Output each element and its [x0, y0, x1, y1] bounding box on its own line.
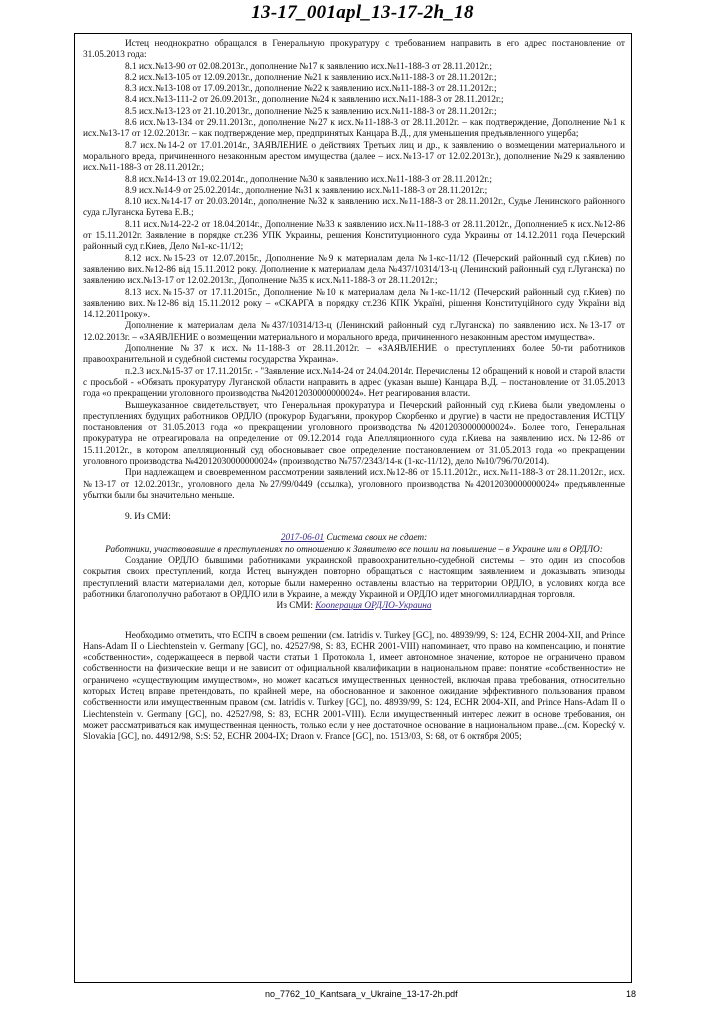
paragraph-list — [83, 39, 625, 502]
body-paragraph: Дополнение к материалам дела №437/10314/13-ц (Ленинский районный суд г.Луганска) по заявлению исх.№13-17 от 12.02.2013г. – «ЗАЯВЛЕНИЕ о возмещении материального и морального вреда, причиненного незаконным арестом имущества». — [83, 321, 625, 343]
body-paragraph: 8.7 исх.№14-2 от 17.01.2014г., ЗАЯВЛЕНИЕ о действиях Третьих лиц и др., к заявлению о возмещении материального и морального вреда, причиненного незаконным арестом имущества (далее – исх.№13-17 от 12.02.2013г.), дополнение №29 к заявлению исх.№11-188-3 от 28.11.2012г.; — [83, 140, 625, 174]
footer-page-number: 18 — [626, 989, 637, 999]
body-paragraph: 8.11 исх.№14-22-2 от 18.04.2014г., Дополнение №33 к заявлению исх.№11-188-3 от 28.11.2012г., Дополнение5 к исх.№12-86 от 15.11.2012г. Заявление в порядке ст.236 УПК Украины, решения Конституционного суда Украины от 14.12.2011 года Печерский районный суд г.Киев, Дело №1-кс-11/12; — [83, 219, 625, 253]
body-paragraph: 8.5 исх.№13-123 от 21.10.2013г., дополнение №25 к заявлению исх.№11-188-3 от 28.11.2012г.; — [125, 106, 497, 117]
smi-source-prefix: Из СМИ: — [276, 601, 313, 612]
body-paragraph: 8.9 исх.№14-9 от 25.02.2014г., дополнение №31 к заявлению исх.№11-188-3 от 28.11.2012г.; — [125, 185, 488, 196]
smi-date-link[interactable]: 2017-06-01 — [280, 533, 325, 544]
body-paragraph: Вышеуказанное свидетельствует, что Генеральная прокуратура и Печерский районный суд г.Киева были уведомлены о преступлениях будущих работников ОРДЛО (прокурор Будагъяни, прокурор Скорбенко и другие) в части не предоставления ИСТЦУ постановления от 31.05.2013 года «о прекращении уголовного производства №42012030000000024». Более того, Генеральная прокуратура не отреагировала на определение от 09.12.2014 года Апелляционного суда г.Киева на заявлению исх.№12-86 от 15.11.2012г., в котором апелляционный суд обосновывает свое определение постановлением от 31.05.2013 года «о прекращении уголовного производства №42012030000000024» (производство №757/2343/14-к (1-кс-11/12), дело №10/796/70/2014). — [83, 400, 625, 467]
body-paragraph: 8.10 исх.№14-17 от 20.03.2014г., дополнение №32 к заявлению исх.№11-188-3 от 28.11.2012г., Судье Ленинского районного суда г.Луганска Бутева Е.В.; — [83, 197, 625, 219]
body-paragraph: 8.4 исх.№13-111-2 от 26.09.2013г., дополнение №24 к заявлению исх.№11-188-3 от 28.11.2012г.; — [125, 95, 504, 106]
body-paragraph: При надлежащем и своевременном рассмотрении заявлений исх.№12-86 от 15.11.2012г., исх.№11-188-3 от 28.11.2012г., исх.№13-17 от 12.02.2013г., уголовного дела №27/99/0449 (ссылка), уголовного производства №42012030000000024» предъявленные убытки были бы значительно меньше. — [83, 468, 625, 501]
smi-heading: 9. Из СМИ: — [125, 512, 171, 523]
footer-filename: no_7762_10_Kantsara_v_Ukraine_13-17-2h.pdf — [265, 989, 458, 999]
body-paragraph: Истец неоднократно обращался в Генеральную прокуратуру с требованием направить в его адрес постановление от 31.05.2013 года: — [83, 39, 625, 61]
page-content — [75, 34, 631, 744]
smi-body: Создание ОРДЛО бывшими работниками украинской правоохранительно-судебной системы – это один из способов сокрытия своих преступлений, когда Истец вынужден повторно обращаться с настоящим заявлением и доказывать эпизоды преступлений власти материалами дел, которые были намеренно оставлены властью на территории ОРДЛО, в условиях когда все работники благополучно работают в ОРДЛО или в Украине, а между Украиной и ОРДЛО идет многомиллиардная торговля. — [83, 556, 625, 600]
body-paragraph: 8.2 исх.№13-105 от 12.09.2013г., дополнение №21 к заявлению исх.№11-188-3 от 28.11.2012г.; — [125, 72, 497, 83]
body-paragraph: 8.1 исх.№13-90 от 02.08.2013г., дополнение №17 к заявлению исх.№11-188-3 от 28.11.2012г.; — [125, 61, 492, 72]
smi-source-link[interactable]: Кооперация ОРДЛО-Украина — [315, 601, 432, 612]
smi-subheadline: Работники, участвовавшие в преступлениях по отношению к Заявителю все пошли на повышение – в Украине или в ОРДЛО: — [105, 544, 603, 555]
document-title: 13-17_001apl_13-17-2h_18 — [251, 2, 474, 23]
body-paragraph: 8.12 исх.№15-23 от 12.07.2015г., Дополнение №9 к материалам дела №1-кс-11/12 (Печерский районный суд г.Киев) по заявлению вих.№12-86 від 15.11.2012 року. Дополнение к материалам дела №437/10314/13-ц (Ленинский районный суд г.Луганска) по заявлению исх.№13-17 от 12.02.2013г., Дополнение №35 к исх.№11-188-3 от 28.11.2012г.; — [83, 253, 625, 287]
body-paragraph: 8.8 исх.№14-13 от 19.02.2014г., дополнение №30 к заявлению исх.№11-188-3 от 28.11.2012г.; — [125, 174, 492, 185]
page-frame — [74, 33, 632, 983]
body-paragraph: 8.13 исх.№15-37 от 17.11.2015г., Дополнение №10 к материалам дела №1-кс-11/12 (Печерский районный суд г.Киев) по заявлению вих.№12-86 від 15.11.2012 року – «СКАРГА в порядку ст.236 КПК Україні, рішення Конституційного суду України від 14.12.2011року». — [83, 287, 625, 321]
body-paragraph: п.2.3 исх.№15-37 от 17.11.2015г. - "Заявление исх.№14-24 от 24.04.2014г. Перечислены 12 обращений к новой и старой власти с просьбой - «Обязать прокуратуру Луганской области направить в адрес (указан выше) Канцара В.Д. – постановление от 31.05.2013 года «о прекращении уголовного производства №42012030000000024». Нет реагирования власти. — [83, 366, 625, 400]
smi-source-line — [83, 601, 625, 612]
final-paragraph: Необходимо отметить, что ЕСПЧ в своем решении (см. Iatridis v. Turkey [GC], no. 48939/99, S: 124, ECHR 2004-XII, and Prince Hans-Adam II o Liechtenstein v. Germany [GC], no. 42527/98, S: 83, ECHR 2001-VIII) напоминает, что право на компенсацию, и понятие «собственности», содержащееся в первой части статьи 1 Протокола 1, имеет автономное значение, которое не ограничено правом собственности на физические вещи и не зависит от официальной квалификации в национальном праве: понятие «собственности» не ограничено «существующим имуществом», но может касаться имущественных ценностей, включая права требования, относительно которых Истец вправе претендовать, по крайней мере, на обоснованное и законное ожидание эффективного пользования правом собственности или имущественным правом (см. Iatridis v. Turkey [GC], no. 48939/99, S: 124, ECHR 2004-XII, and Prince Hans-Adam II o Liechtenstein v. Germany [GC], no. 42527/98, S: 83, ECHR 2001-VIII). Если имущественный интерес лежит в основе требования, он может рассматриваться как имущественная ценность, только если у нее достаточное основание в национальном праве...(см. Kopecký v. Slovakia [GC], no. 44912/98, S:S: 52, ECHR 2004-IX; Draon v. France [GC], no. 1513/03, S: 68, от 6 октября 2005; — [83, 630, 625, 743]
body-paragraph: 8.3 исх.№13-108 от 17.09.2013г., дополнение №22 к заявлению исх.№11-188-3 от 28.11.2012г.; — [125, 84, 497, 95]
smi-headline-line — [83, 533, 625, 544]
body-paragraph: Дополнение №37 к исх.№11-188-3 от 28.11.2012г. – «ЗАЯВЛЕНИЕ о преступлениях более 50-ти работников правоохранительной и судебной системы государства Украина». — [83, 344, 625, 366]
smi-headline: Система своих не сдает: — [326, 533, 428, 544]
body-paragraph: 8.6 исх.№13-134 от 29.11.2013г., дополнение №27 к исх.№11-188-3 от 28.11.2012г. – как подтверждение, Дополнение №1 к исх.№13-17 от 12.02.2013г. – как подтверждение мер, предпринятых Канцара В.Д., для уменьшения предъявленного ущерба; — [83, 118, 625, 140]
